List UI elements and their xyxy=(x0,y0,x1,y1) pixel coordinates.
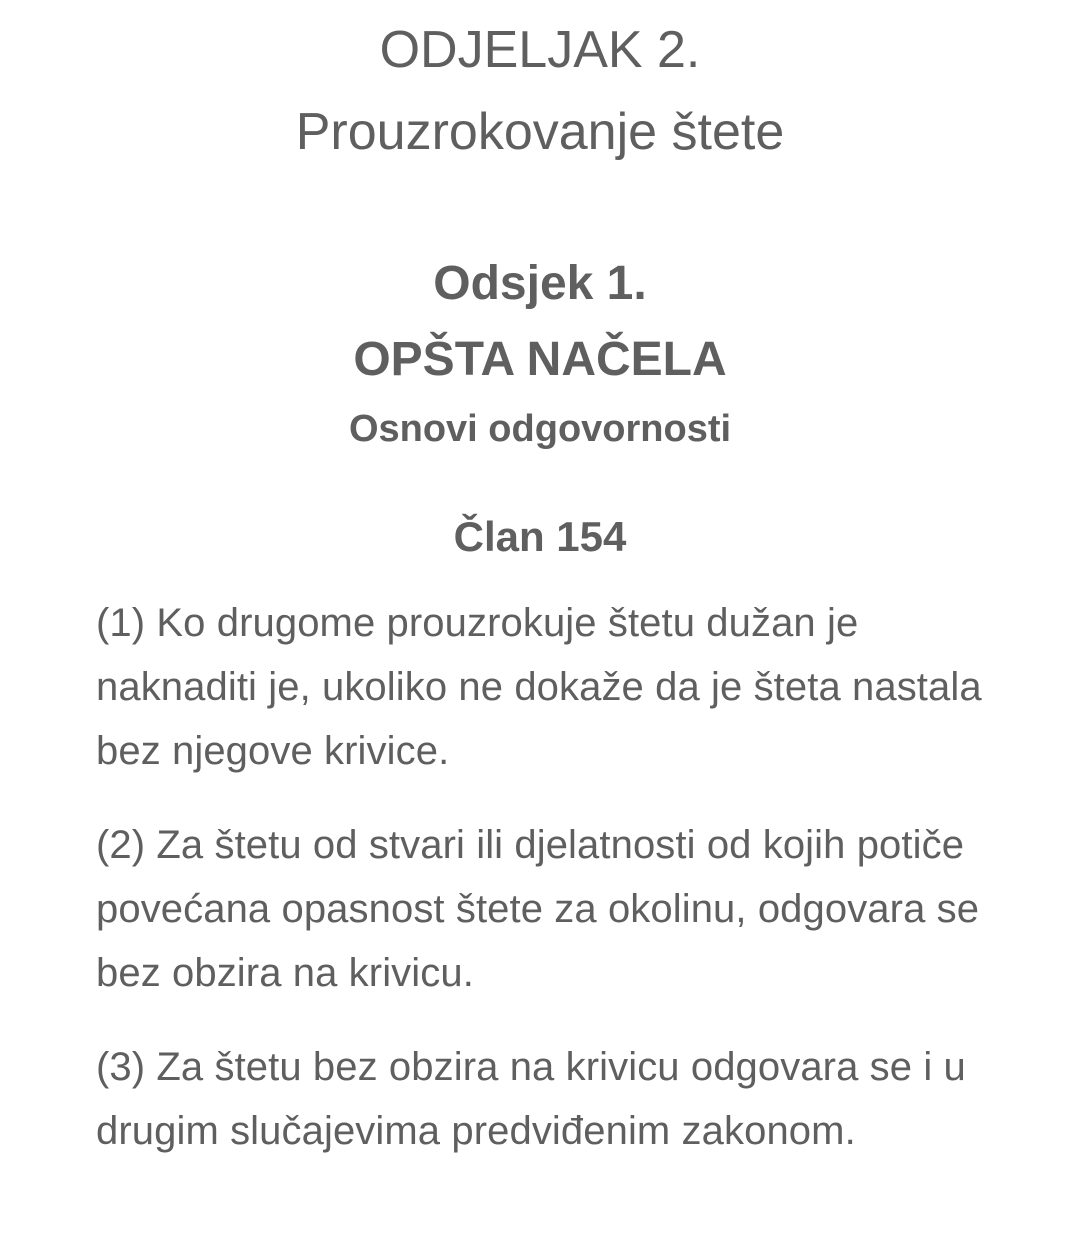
article-paragraph-3: (3) Za štetu bez obzira na krivicu odgovara se i u drugim slučajevima predviđenim zakonom. xyxy=(96,1045,966,1153)
article-paragraphs xyxy=(96,591,986,1193)
subsection-title: OPŠTA NAČELA xyxy=(353,333,727,386)
subsection-subtitle: Osnovi odgovornosti xyxy=(348,408,732,450)
section-title: Prouzrokovanje štete xyxy=(295,103,785,161)
section-number: ODJELJAK 2. xyxy=(379,21,701,79)
article-paragraph-1: (1) Ko drugome prouzrokuje štetu dužan je naknaditi je, ukoliko ne dokaže da je šteta nastala bez njegove krivice. xyxy=(96,601,982,773)
article-paragraph-2: (2) Za štetu od stvari ili djelatnosti od kojih potiče povećana opasnost štete za okolinu, odgovara se bez obzira na krivicu. xyxy=(96,823,980,995)
article-number: Član 154 xyxy=(453,513,627,560)
subsection-number: Odsjek 1. xyxy=(433,257,647,310)
